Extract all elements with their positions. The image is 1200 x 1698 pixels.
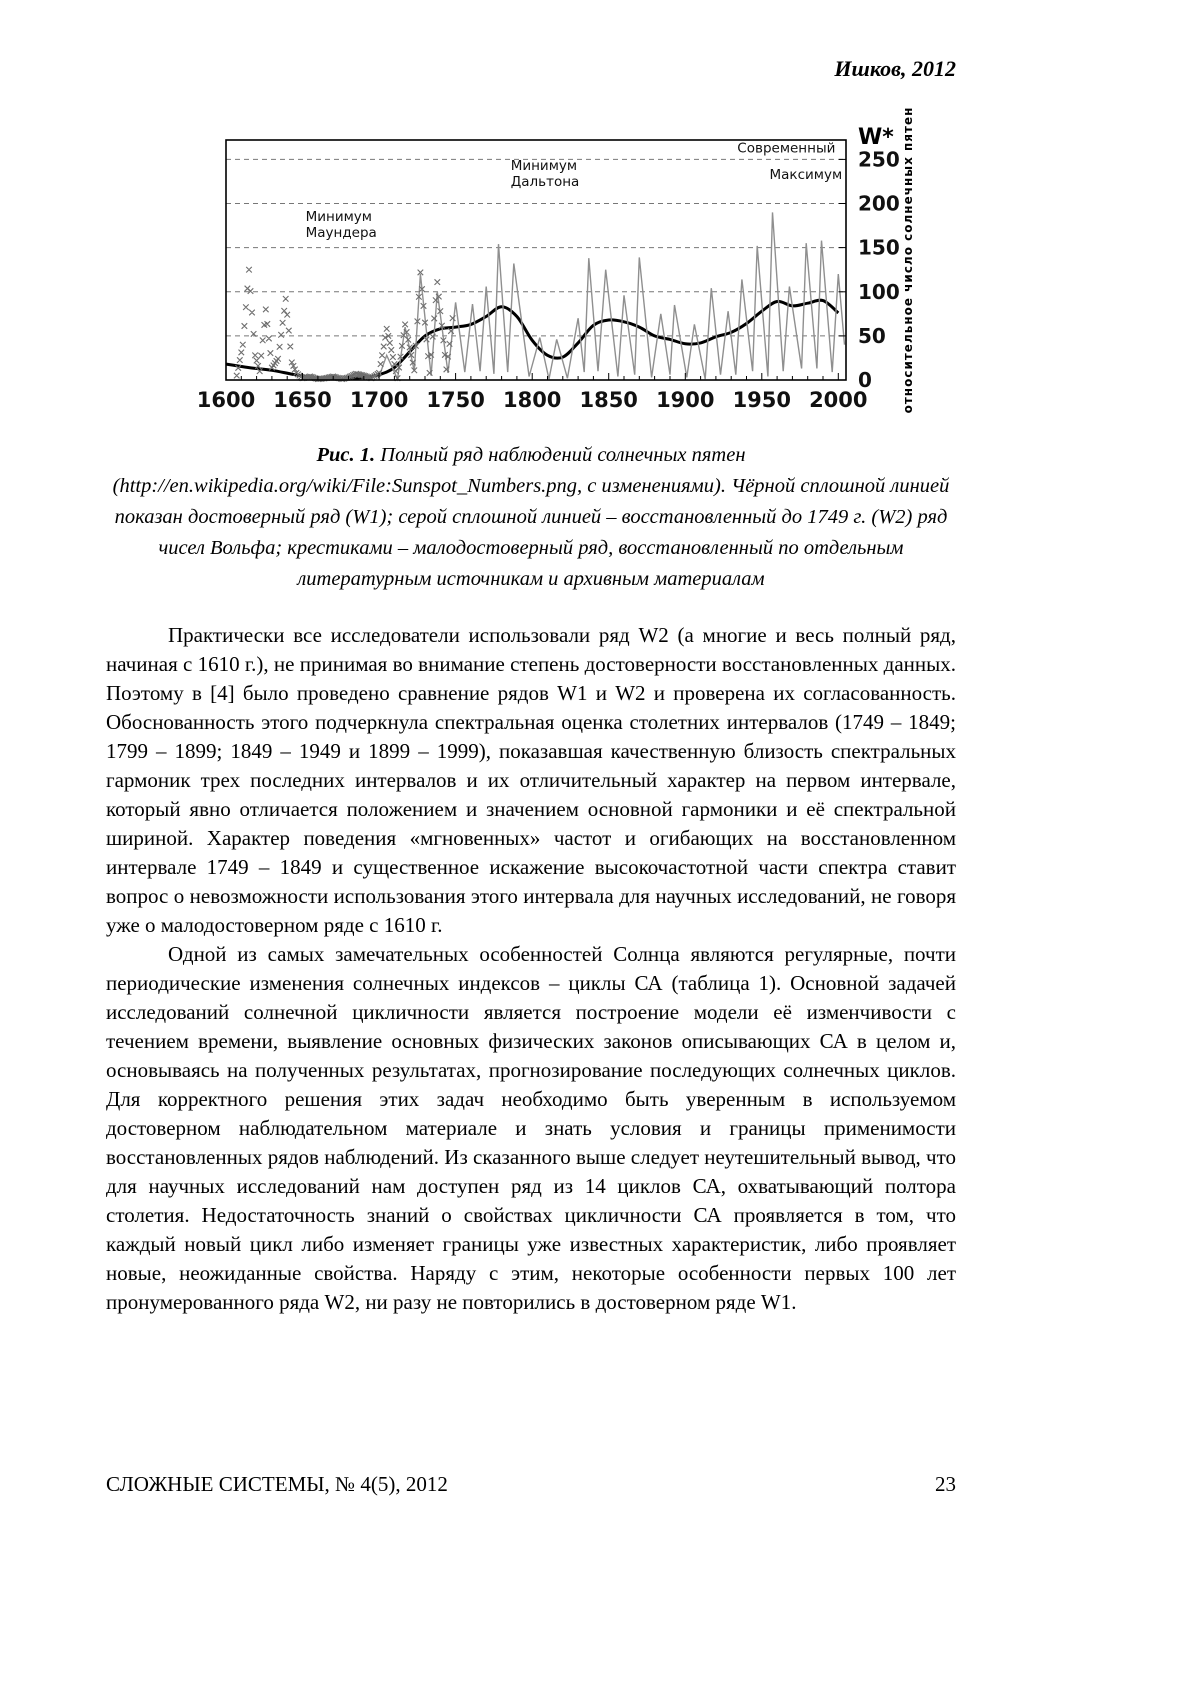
- page-footer: [106, 1472, 956, 1497]
- chart-annotation: Минимум Маундера: [305, 209, 377, 242]
- y-tick-label: 100: [858, 279, 900, 304]
- y-tick-label: 250: [858, 147, 900, 172]
- x-tick-label: 2000: [809, 388, 868, 412]
- chart-annotation: Минимум Дальтона: [510, 158, 580, 190]
- y-axis-label-rotated: относительное число солнечных пятен: [901, 106, 915, 414]
- x-tick-label: 1950: [732, 388, 792, 412]
- footer-page-number: 23: [935, 1472, 956, 1496]
- chart-annotation: Современный: [737, 140, 836, 157]
- figure-caption: [106, 440, 956, 595]
- sunspot-chart: [196, 106, 918, 422]
- running-head-author: Ишков, 2012: [834, 56, 956, 81]
- x-tick-label: 1750: [426, 388, 485, 412]
- figure-caption-label: Рис. 1.: [316, 444, 376, 466]
- sunspot-chart-svg: [196, 106, 918, 422]
- y-tick-label: 0: [858, 368, 872, 392]
- x-tick-label: 1650: [273, 388, 332, 412]
- series-crosses: [234, 267, 456, 382]
- x-tick-label: 1850: [579, 388, 638, 412]
- x-tick-label: 1900: [656, 388, 715, 412]
- chart-annotation: Максимум: [769, 166, 843, 183]
- paragraph-2: Одной из самых замечательных особенностей Солнца являются регулярные, почти периодические изменения солнечных индексов – циклы СА (таблица 1). Основной задачей исследований солнечной цикличности является построение модели её изменчивости с течением времени, выявление основных физических законов описывающих СА в целом и, основываясь на полученных результатах, прогнозирование последующих солнечных циклов. Для корректного решения этих задач необходимо быть уверенным в используемом достоверном наблюдательном материале и знать условия и границы применимости восстановленных рядов наблюдений. Из сказанного выше следует неутешительный вывод, что для научных исследований нам доступен ряд из 14 циклов СА, охватывающий полтора столетия. Недостаточность знаний о свойствах цикличности СА проявляется в том, что каждый новый цикл либо изменяет границы уже известных характеристик, либо проявляет новые, неожиданные свойства. Наряду с этим, некоторые особенности первых 100 лет пронумерованного ряда W2, ни разу не повторились в достоверном ряде W1.: [106, 942, 956, 1314]
- x-tick-label: 1600: [196, 388, 256, 412]
- y-tick-label: 150: [858, 235, 900, 260]
- figure-caption-text: Полный ряд наблюдений солнечных пятен (http://en.wikipedia.org/wiki/File:Sunspot_Numbers.png, с изменениями). Чёрной сплошной линией показан достоверный ряд (W1); серой сплошной линией – восстановленный до 1749 г. (W2) ряд чисел Вольфа; крестиками – малодостоверный ряд, восстановленный по отдельным литературным источникам и архивным материалам: [112, 444, 950, 590]
- paragraph-1: Практически все исследователи использовали ряд W2 (а многие и весь полный ряд, начиная с 1610 г.), не принимая во внимание степень достоверности восстановленных данных. Поэтому в [4] было проведено сравнение рядов W1 и W2 и проверена их согласованность. Обоснованность этого подчеркнула спектральная оценка столетних интервалов (1749 – 1849; 1799 – 1899; 1849 – 1949 и 1899 – 1999), показавшая качественную близость спектральных гармоник трех последних интервалов и их отличительный характер на первом интервале, который явно отличается положением и значением основной гармоники и её спектральной шириной. Характер поведения «мгновенных» частот и огибающих на восстановленном интервале 1749 – 1849 и существенное искажение высокочастотной части спектра ставит вопрос о невозможности использования этого интервала для научных исследований, не говоря уже о малодостоверном ряде с 1610 г.: [106, 623, 956, 937]
- body-text: [106, 621, 956, 1317]
- series-spiky-grey: [379, 212, 844, 379]
- x-tick-label: 1700: [349, 388, 409, 412]
- x-tick-label: 1800: [502, 388, 562, 412]
- page-content: [106, 0, 956, 1317]
- footer-journal-title: СЛОЖНЫЕ СИСТЕМЫ, № 4(5), 2012: [106, 1472, 448, 1496]
- y-tick-label: 50: [858, 323, 886, 348]
- y-tick-label: 200: [858, 191, 900, 216]
- y-axis-label: W*: [858, 125, 894, 150]
